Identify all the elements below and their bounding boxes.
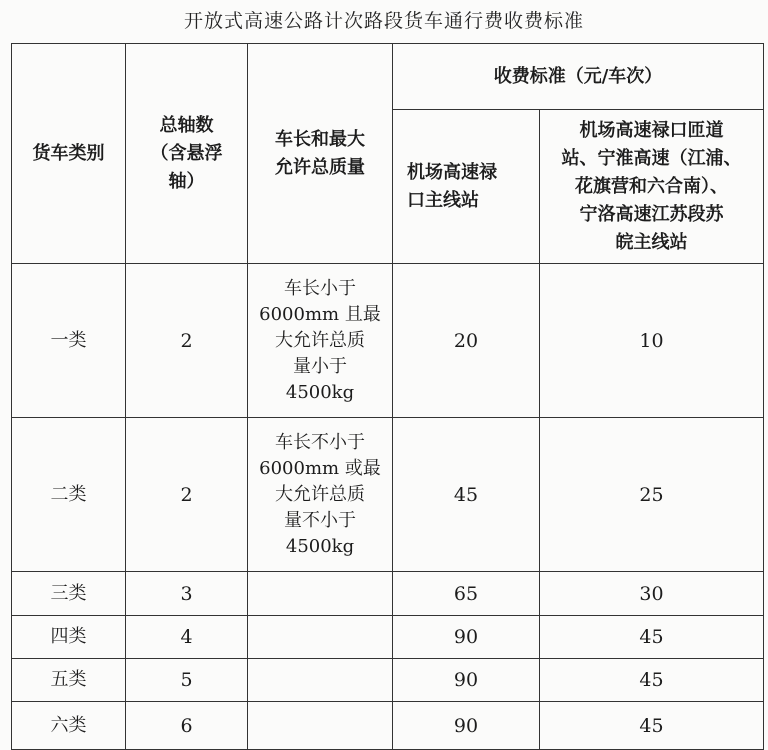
header-station2-line: 宁洛高速江苏段苏 (579, 203, 724, 225)
axles-cell: 6 (126, 702, 248, 750)
header-axles-line: 总轴数 (159, 114, 214, 136)
header-category: 货车类别 (12, 44, 126, 264)
fee2-cell: 45 (540, 702, 764, 750)
spec-line: 量不小于 (284, 509, 356, 531)
spec-line: 量小于 (293, 355, 347, 377)
table-row (12, 418, 764, 572)
fee1-cell: 90 (393, 659, 540, 702)
header-axles (126, 44, 248, 264)
fee2-cell: 25 (540, 418, 764, 572)
category-cell: 二类 (12, 418, 126, 572)
header-station1-line: 口主线站 (407, 189, 479, 211)
spec-cell (248, 264, 393, 418)
header-row (12, 44, 764, 110)
header-fee-standard: 收费标准（元/车次） (393, 44, 764, 110)
category-cell: 五类 (12, 659, 126, 702)
spec-cell (248, 418, 393, 572)
fee2-cell: 45 (540, 616, 764, 659)
spec-cell (248, 702, 393, 750)
axles-cell: 5 (126, 659, 248, 702)
table-row (12, 702, 764, 750)
fee2-cell: 10 (540, 264, 764, 418)
fee1-cell: 45 (393, 418, 540, 572)
fee1-cell: 65 (393, 572, 540, 616)
axles-cell: 3 (126, 572, 248, 616)
header-axles-line: 轴） (168, 170, 205, 192)
category-cell: 四类 (12, 616, 126, 659)
table-row (12, 264, 764, 418)
category-cell: 一类 (12, 264, 126, 418)
category-cell: 六类 (12, 702, 126, 750)
spec-cell (248, 659, 393, 702)
fee-table (11, 43, 764, 750)
page-title: 开放式高速公路计次路段货车通行费收费标准 (183, 10, 584, 32)
header-length-mass-line: 允许总质量 (275, 156, 365, 178)
spec-line: 4500kg (285, 381, 355, 403)
header-station2-line: 机场高速禄口匝道 (579, 119, 724, 141)
header-station2-line: 花旗营和六合南）、 (575, 175, 728, 197)
category-cell: 三类 (12, 572, 126, 616)
fee1-cell: 90 (393, 616, 540, 659)
fee1-cell: 20 (393, 264, 540, 418)
spec-line: 4500kg (285, 535, 355, 557)
header-length-mass-line: 车长和最大 (275, 128, 365, 150)
table-row (12, 616, 764, 659)
spec-line: 大允许总质 (275, 483, 365, 505)
header-station2 (540, 110, 764, 264)
table-row (12, 572, 764, 616)
header-axles-line: （含悬浮 (150, 142, 223, 164)
header-station1-line: 机场高速禄 (407, 161, 497, 183)
axles-cell: 4 (126, 616, 248, 659)
axles-cell: 2 (126, 418, 248, 572)
spec-line: 6000mm 且最 (259, 303, 381, 325)
spec-line: 大允许总质 (275, 329, 365, 351)
fee2-cell: 30 (540, 572, 764, 616)
spec-line: 车长不小于 (275, 431, 365, 453)
spec-cell (248, 616, 393, 659)
spec-line: 6000mm 或最 (259, 457, 381, 479)
fee2-cell: 45 (540, 659, 764, 702)
header-station1 (393, 110, 540, 264)
axles-cell: 2 (126, 264, 248, 418)
header-station2-line: 站、宁淮高速（江浦、 (561, 147, 742, 169)
fee1-cell: 90 (393, 702, 540, 750)
table-row (12, 659, 764, 702)
spec-line: 车长小于 (284, 277, 356, 299)
header-station2-line: 皖主线站 (615, 231, 688, 253)
header-length-mass (248, 44, 393, 264)
spec-cell (248, 572, 393, 616)
